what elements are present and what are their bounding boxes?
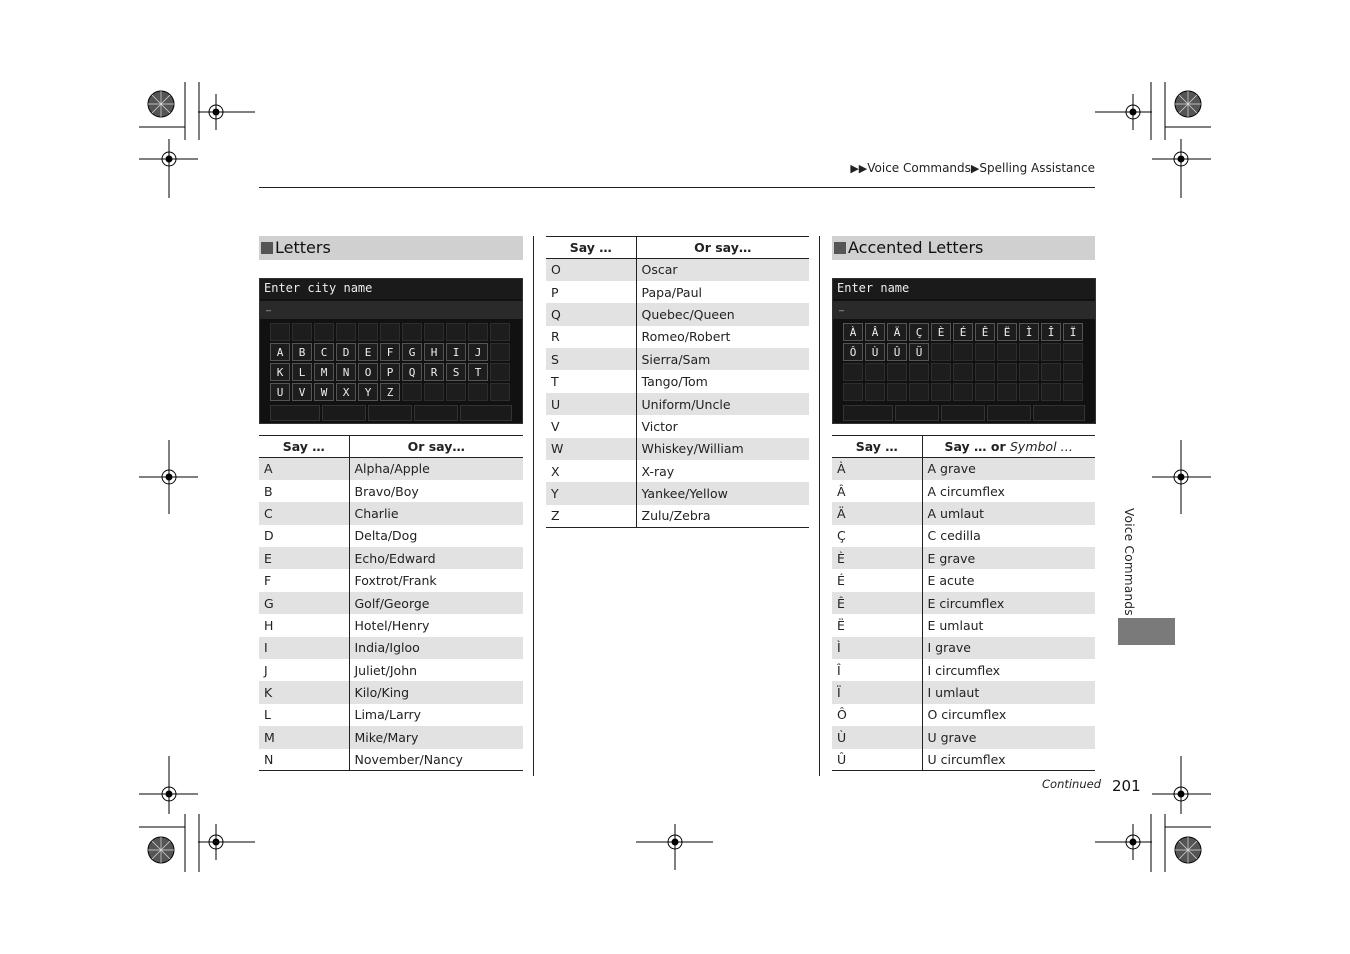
table-cell-letter: M xyxy=(259,726,349,748)
screen-input-field[interactable]: _ xyxy=(833,301,1095,319)
table-row xyxy=(259,592,523,614)
table-cell-letter: L xyxy=(259,704,349,726)
table-cell-phrase: I grave xyxy=(922,637,1095,659)
table-row xyxy=(546,348,809,370)
table-cell-letter: G xyxy=(259,592,349,614)
keyboard-key-disabled xyxy=(1041,383,1061,401)
screen-title: Enter name xyxy=(837,281,910,295)
keyboard-key-disabled xyxy=(336,323,356,341)
table-cell-phrase: A grave xyxy=(922,458,1095,480)
table-row xyxy=(259,749,523,771)
table-cell-letter: T xyxy=(546,370,636,392)
letters-table-continued xyxy=(546,236,809,528)
page-number: 201 xyxy=(1112,777,1141,795)
keyboard-key[interactable]: C xyxy=(314,343,334,361)
table-cell-phrase: Victor xyxy=(641,418,678,434)
keyboard-key-disabled xyxy=(490,383,510,401)
keyboard-key[interactable]: Ì xyxy=(1019,323,1039,341)
table-cell-letter: E xyxy=(259,547,349,569)
keyboard-key-disabled xyxy=(1019,363,1039,381)
keyboard-key-disabled xyxy=(975,343,995,361)
table-row xyxy=(259,458,523,480)
keyboard-key[interactable]: W xyxy=(314,383,334,401)
keyboard-key-disabled xyxy=(843,363,863,381)
table-cell-phrase: E acute xyxy=(927,573,975,589)
table-row xyxy=(832,681,1095,703)
keyboard-key-disabled xyxy=(468,383,488,401)
keyboard-key-disabled xyxy=(446,383,466,401)
table-cell-phrase: Uniform/Uncle xyxy=(636,393,809,415)
keyboard-key-disabled xyxy=(1041,343,1061,361)
table-cell-letter: È xyxy=(832,547,922,569)
keyboard-key-disabled xyxy=(975,383,995,401)
table-cell-phrase: X-ray xyxy=(641,463,675,479)
keyboard-key[interactable]: R xyxy=(424,363,444,381)
keyboard-accented-grid xyxy=(843,323,1083,401)
table-row xyxy=(546,393,809,415)
table-cell-phrase: I circumflex xyxy=(927,662,1001,678)
keyboard-key-disabled xyxy=(909,383,929,401)
keyboard-key[interactable]: J xyxy=(468,343,488,361)
table-cell-letter: U xyxy=(546,393,636,415)
table-cell-letter: D xyxy=(259,525,349,547)
table-cell-letter: Â xyxy=(832,480,922,502)
keyboard-key[interactable]: S xyxy=(446,363,466,381)
table-cell-letter: C xyxy=(259,502,349,524)
keyboard-key-disabled xyxy=(1041,363,1061,381)
table-row xyxy=(546,415,809,437)
table-cell-phrase: Papa/Paul xyxy=(641,284,702,300)
function-key[interactable] xyxy=(843,405,893,421)
keyboard-key[interactable]: L xyxy=(292,363,312,381)
table-cell-letter: Ç xyxy=(832,525,922,547)
column-header-say: Say … xyxy=(832,436,922,458)
table-cell-phrase: Oscar xyxy=(636,259,809,281)
table-row xyxy=(832,637,1095,659)
table-row xyxy=(546,303,809,325)
table-cell-letter: Ê xyxy=(832,592,922,614)
table-cell-phrase: Delta/Dog xyxy=(354,528,418,544)
table-cell-letter: Y xyxy=(546,482,636,504)
keyboard-key-disabled xyxy=(468,323,488,341)
table-row xyxy=(546,370,809,392)
letters-heading xyxy=(259,236,523,260)
table-cell-phrase: U grave xyxy=(922,726,1095,748)
keyboard-key-disabled xyxy=(953,343,973,361)
table-row xyxy=(832,749,1095,771)
table-cell-phrase: Bravo/Boy xyxy=(354,483,419,499)
breadcrumb-item-voice-commands[interactable]: Voice Commands xyxy=(867,161,971,175)
column-divider xyxy=(819,236,820,776)
keyboard-key-disabled xyxy=(887,383,907,401)
keyboard-key[interactable]: Î xyxy=(1041,323,1061,341)
table-cell-phrase: Foxtrot/Frank xyxy=(354,573,437,589)
keyboard-key[interactable]: I xyxy=(446,343,466,361)
table-row xyxy=(832,525,1095,547)
header-symbol: Symbol … xyxy=(1009,439,1074,454)
table-cell-letter: Û xyxy=(832,749,922,771)
keyboard-key[interactable]: Z xyxy=(380,383,400,401)
table-cell-letter: R xyxy=(546,326,636,348)
keyboard-key-disabled xyxy=(997,343,1017,361)
keyboard-key[interactable]: X xyxy=(336,383,356,401)
keyboard-key[interactable]: K xyxy=(270,363,290,381)
keyboard-key[interactable]: U xyxy=(270,383,290,401)
table-cell-phrase: Whiskey/William xyxy=(636,438,809,460)
table-cell-phrase: U circumflex xyxy=(922,749,1095,771)
table-cell-phrase: E grave xyxy=(922,547,1095,569)
table-row xyxy=(259,480,523,502)
table-cell-phrase: O circumflex xyxy=(927,707,1007,723)
keyboard-key-disabled xyxy=(865,363,885,381)
keyboard-key[interactable]: Ê xyxy=(975,323,995,341)
table-cell-letter: J xyxy=(259,659,349,681)
letters-table xyxy=(259,435,523,771)
table-cell-letter: K xyxy=(259,681,349,703)
keyboard-key-disabled xyxy=(865,383,885,401)
keyboard-key-disabled xyxy=(931,363,951,381)
keyboard-key-disabled xyxy=(1019,343,1039,361)
column-divider xyxy=(533,236,534,776)
column-header-say: Say … xyxy=(259,436,349,458)
accented-letters-table xyxy=(832,435,1095,771)
keyboard-key-disabled xyxy=(424,383,444,401)
keyboard-key[interactable]: É xyxy=(953,323,973,341)
keyboard-key-disabled xyxy=(380,323,400,341)
table-row xyxy=(546,460,809,482)
table-row xyxy=(259,547,523,569)
table-cell-phrase: Kilo/King xyxy=(349,681,523,703)
table-row xyxy=(832,480,1095,502)
keyboard-key[interactable]: G xyxy=(402,343,422,361)
keyboard-key[interactable]: Ç xyxy=(909,323,929,341)
keyboard-key[interactable]: À xyxy=(843,323,863,341)
table-row xyxy=(546,482,809,504)
table-row xyxy=(832,569,1095,591)
keyboard-key-disabled xyxy=(997,363,1017,381)
table-cell-phrase: November/Nancy xyxy=(349,749,523,771)
table-row xyxy=(832,659,1095,681)
table-row xyxy=(259,659,523,681)
table-row xyxy=(259,681,523,703)
table-cell-letter: N xyxy=(259,749,349,771)
keyboard-key[interactable]: Ë xyxy=(997,323,1017,341)
table-row xyxy=(832,726,1095,748)
keyboard-key-disabled xyxy=(1063,343,1083,361)
table-cell-phrase: Echo/Edward xyxy=(349,547,523,569)
table-cell-letter: Ô xyxy=(832,704,922,726)
keyboard-key-disabled xyxy=(490,323,510,341)
keyboard-key-disabled xyxy=(997,383,1017,401)
table-cell-letter: A xyxy=(259,458,349,480)
column-header-or-say: Or say… xyxy=(636,237,809,259)
table-cell-letter: W xyxy=(546,438,636,460)
keyboard-key-disabled xyxy=(292,323,312,341)
table-row xyxy=(832,502,1095,524)
letters-heading-text: Letters xyxy=(275,238,331,257)
header-rule xyxy=(259,187,1095,188)
double-arrow-icon: ▶▶ xyxy=(850,162,868,175)
keyboard-key-disabled xyxy=(1019,383,1039,401)
keyboard-key[interactable]: F xyxy=(380,343,400,361)
keyboard-key-disabled xyxy=(402,323,422,341)
city-name-keyboard-screen xyxy=(259,278,523,424)
keyboard-key[interactable]: B xyxy=(292,343,312,361)
table-row xyxy=(546,326,809,348)
name-keyboard-screen xyxy=(832,278,1096,424)
table-cell-letter: Q xyxy=(546,303,636,325)
table-row xyxy=(832,458,1095,480)
table-cell-phrase: A circumflex xyxy=(927,483,1005,499)
square-bullet-icon xyxy=(834,242,846,254)
table-cell-letter: B xyxy=(259,480,349,502)
keyboard-key-disabled xyxy=(490,343,510,361)
keyboard-key[interactable]: Y xyxy=(358,383,378,401)
keyboard-key[interactable]: È xyxy=(931,323,951,341)
table-row xyxy=(259,704,523,726)
table-cell-phrase: E circumflex xyxy=(922,592,1095,614)
column-header-say-or-symbol xyxy=(922,436,1095,458)
table-row xyxy=(259,525,523,547)
keyboard-key[interactable]: P xyxy=(380,363,400,381)
column-header-or-say: Or say… xyxy=(349,436,523,458)
table-cell-letter: Z xyxy=(546,505,636,527)
keyboard-key-disabled xyxy=(358,323,378,341)
table-cell-phrase: Romeo/Robert xyxy=(641,329,731,345)
keyboard-key[interactable]: A xyxy=(270,343,290,361)
table-cell-phrase: Golf/George xyxy=(349,592,523,614)
table-cell-letter: V xyxy=(546,415,636,437)
keyboard-key-disabled xyxy=(931,383,951,401)
table-cell-letter: I xyxy=(259,637,349,659)
keyboard-key-disabled xyxy=(314,323,334,341)
table-cell-letter: X xyxy=(546,460,636,482)
table-cell-phrase: Lima/Larry xyxy=(354,707,422,723)
keyboard-key-disabled xyxy=(953,363,973,381)
keyboard-key-disabled xyxy=(402,383,422,401)
arrow-icon: ▶ xyxy=(970,162,980,175)
keyboard-key-disabled xyxy=(843,383,863,401)
table-cell-phrase: Mike/Mary xyxy=(349,726,523,748)
table-cell-phrase: Yankee/Yellow xyxy=(636,482,809,504)
accented-letters-heading xyxy=(832,236,1095,260)
table-cell-phrase: Alpha/Apple xyxy=(349,458,523,480)
function-key[interactable] xyxy=(368,405,412,421)
table-cell-letter: Ù xyxy=(832,726,922,748)
keyboard-key[interactable]: V xyxy=(292,383,312,401)
table-cell-letter: Î xyxy=(832,659,922,681)
side-tab-label: Voice Commands xyxy=(1122,508,1136,616)
table-row xyxy=(546,438,809,460)
keyboard-letter-grid xyxy=(270,343,510,401)
keyboard-key[interactable]: D xyxy=(336,343,356,361)
keyboard-key[interactable]: Ï xyxy=(1063,323,1083,341)
screen-input-field[interactable]: _ xyxy=(260,301,522,319)
table-row xyxy=(259,726,523,748)
table-row xyxy=(259,637,523,659)
column-header-say: Say … xyxy=(546,237,636,259)
keyboard-key-disabled xyxy=(975,363,995,381)
function-key[interactable] xyxy=(1033,405,1085,421)
keyboard-key[interactable]: T xyxy=(468,363,488,381)
table-cell-phrase: A umlaut xyxy=(922,502,1095,524)
table-cell-phrase: Zulu/Zebra xyxy=(636,505,809,527)
keyboard-key[interactable]: Â xyxy=(865,323,885,341)
table-cell-letter: F xyxy=(259,569,349,591)
table-row xyxy=(832,547,1095,569)
keyboard-key[interactable]: Ü xyxy=(909,343,929,361)
table-cell-letter: Ï xyxy=(832,681,922,703)
keyboard-key-disabled xyxy=(887,363,907,381)
keyboard-key[interactable]: N xyxy=(336,363,356,381)
header-say-or: Say … or xyxy=(944,439,1006,454)
keyboard-key[interactable]: E xyxy=(358,343,378,361)
table-cell-phrase: Juliet/John xyxy=(354,662,418,678)
table-cell-letter: É xyxy=(832,569,922,591)
keyboard-key-disabled xyxy=(1063,383,1083,401)
table-row xyxy=(832,614,1095,636)
table-cell-letter: Ä xyxy=(832,502,922,524)
table-row xyxy=(546,281,809,303)
table-cell-phrase: C cedilla xyxy=(927,528,981,544)
table-cell-phrase: E umlaut xyxy=(927,617,984,633)
keyboard-function-row xyxy=(270,405,512,421)
function-key[interactable] xyxy=(414,405,458,421)
keyboard-key[interactable]: Ù xyxy=(865,343,885,361)
table-cell-letter: P xyxy=(546,281,636,303)
table-cell-letter: À xyxy=(832,458,922,480)
breadcrumb xyxy=(850,161,1095,175)
table-cell-letter: Ë xyxy=(832,614,922,636)
function-key[interactable] xyxy=(270,405,320,421)
function-key[interactable] xyxy=(322,405,366,421)
keyboard-key-disabled xyxy=(909,363,929,381)
table-cell-phrase: I umlaut xyxy=(922,681,1095,703)
breadcrumb-item-spelling-assistance[interactable]: Spelling Assistance xyxy=(979,161,1095,175)
table-cell-phrase: Hotel/Henry xyxy=(354,617,430,633)
table-cell-letter: S xyxy=(546,348,636,370)
keyboard-key[interactable]: Û xyxy=(887,343,907,361)
side-tab-marker xyxy=(1118,618,1175,645)
keyboard-key[interactable]: Ä xyxy=(887,323,907,341)
table-row xyxy=(259,614,523,636)
keyboard-key-disabled xyxy=(490,363,510,381)
table-row xyxy=(259,569,523,591)
table-row xyxy=(546,505,809,527)
keyboard-key[interactable]: M xyxy=(314,363,334,381)
table-row xyxy=(832,704,1095,726)
table-row xyxy=(832,592,1095,614)
table-cell-phrase: Tango/Tom xyxy=(641,374,708,390)
table-row xyxy=(259,502,523,524)
keyboard-key[interactable]: Ô xyxy=(843,343,863,361)
keyboard-key-disabled xyxy=(424,323,444,341)
table-cell-phrase: Charlie xyxy=(349,502,523,524)
function-key[interactable] xyxy=(941,405,985,421)
square-bullet-icon xyxy=(261,242,273,254)
function-key[interactable] xyxy=(460,405,512,421)
table-cell-phrase: Sierra/Sam xyxy=(636,348,809,370)
table-cell-phrase: Quebec/Queen xyxy=(636,303,809,325)
keyboard-symbol-row xyxy=(270,323,510,341)
accented-letters-heading-text: Accented Letters xyxy=(848,238,984,257)
keyboard-key-disabled xyxy=(446,323,466,341)
keyboard-key[interactable]: O xyxy=(358,363,378,381)
keyboard-key[interactable]: Q xyxy=(402,363,422,381)
table-cell-letter: Ì xyxy=(832,637,922,659)
keyboard-key[interactable]: H xyxy=(424,343,444,361)
continued-label: Continued xyxy=(1042,777,1102,791)
table-row xyxy=(546,259,809,281)
table-cell-letter: O xyxy=(546,259,636,281)
function-key[interactable] xyxy=(895,405,939,421)
function-key[interactable] xyxy=(987,405,1031,421)
keyboard-key-disabled xyxy=(953,383,973,401)
table-cell-phrase: India/Igloo xyxy=(349,637,523,659)
keyboard-key-disabled xyxy=(1063,363,1083,381)
keyboard-key-disabled xyxy=(270,323,290,341)
table-cell-letter: H xyxy=(259,614,349,636)
screen-title: Enter city name xyxy=(264,281,373,295)
keyboard-function-row xyxy=(843,405,1085,421)
keyboard-key-disabled xyxy=(931,343,951,361)
